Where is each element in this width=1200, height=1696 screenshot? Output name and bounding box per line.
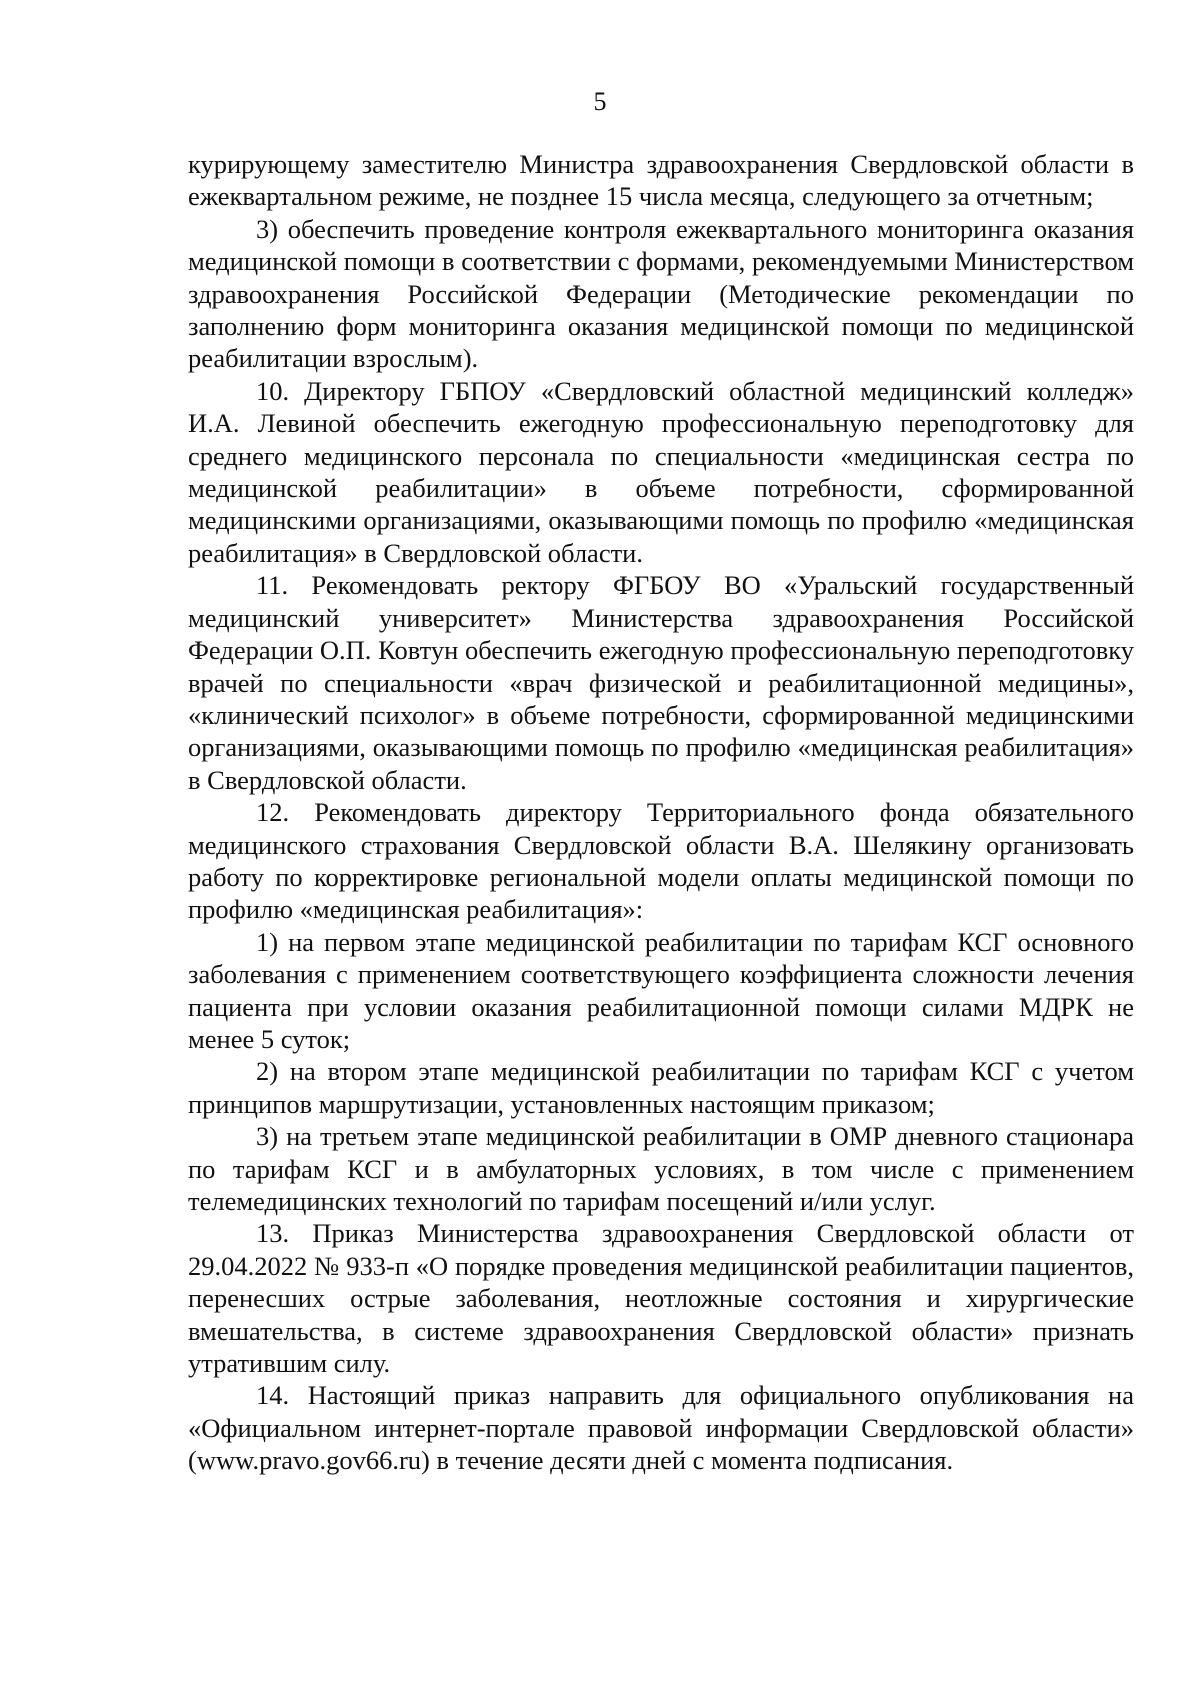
- paragraph-12-item-2: 2) на втором этапе медицинской реабилитации по тарифам КСГ с учетом принципов маршрутизации, установленных настоящим приказом;: [188, 1056, 1134, 1119]
- paragraph-12-item-3: 3) на третьем этапе медицинской реабилитации в ОМР дневного стационара по тарифам КСГ и в амбулаторных условиях, в том числе с применением телемедицинских технологий по тарифам посещений и/или услуг.: [188, 1121, 1134, 1216]
- paragraph-item-3-monitoring: 3) обеспечить проведение контроля ежеквартального мониторинга оказания медицинской помощи в соответствии с формами, рекомендуемыми Министерством здравоохранения Российской Федерации (Методические рекомендации по заполнению форм мониторинга оказания медицинской помощи по медицинской реабилитации взрослым).: [188, 213, 1134, 374]
- paragraph-10: 10. Директору ГБПОУ «Свердловский областной медицинский колледж» И.А. Левиной обеспечить ежегодную профессиональную переподготовку для среднего медицинского персонала по специальности «медицинская сестра по медицинской реабилитации» в объеме потребности, сформированной медицинскими организациями, оказывающими помощь по профилю «медицинская реабилитация» в Свердловской области.: [188, 375, 1134, 568]
- paragraph-12-item-1: 1) на первом этапе медицинской реабилитации по тарифам КСГ основного заболевания с применением соответствующего коэффициента сложности лечения пациента при условии оказания реабилитационной помощи силами МДРК не менее 5 суток;: [188, 926, 1134, 1054]
- paragraph-14: 14. Настоящий приказ направить для официального опубликования на «Официальном интернет-портале правовой информации Свердловской области» (www.pravo.gov66.ru) в течение десяти дней с момента подписания.: [188, 1380, 1134, 1476]
- paragraph-continuation: курирующему заместителю Министра здравоохранения Свердловской области в ежеквартальном режиме, не позднее 15 числа месяца, следующего за отчетным;: [188, 149, 1134, 212]
- paragraph-12: 12. Рекомендовать директору Территориального фонда обязательного медицинского страхования Свердловской области В.А. Шелякину организовать работу по корректировке региональной модели оплаты медицинской помощи по профилю «медицинская реабилитация»:: [188, 797, 1134, 925]
- page-number: 5: [593, 87, 607, 116]
- paragraph-13: 13. Приказ Министерства здравоохранения Свердловской области от 29.04.2022 № 933-п «О порядке проведения медицинской реабилитации пациентов, перенесших острые заболевания, неотложные состояния и хирургические вмешательства, в системе здравоохранения Свердловской области» признать утратившим силу.: [188, 1218, 1134, 1379]
- paragraph-11: 11. Рекомендовать ректору ФГБОУ ВО «Уральский государственный медицинский университет» Министерства здравоохранения Российской Федерации О.П. Ковтун обеспечить ежегодную профессиональную переподготовку врачей по специальности «врач физической и реабилитационной медицины», «клинический психолог» в объеме потребности, сформированной медицинскими организациями, оказывающими помощь по профилю «медицинская реабилитация» в Свердловской области.: [188, 570, 1134, 795]
- document-body: [188, 148, 1134, 1477]
